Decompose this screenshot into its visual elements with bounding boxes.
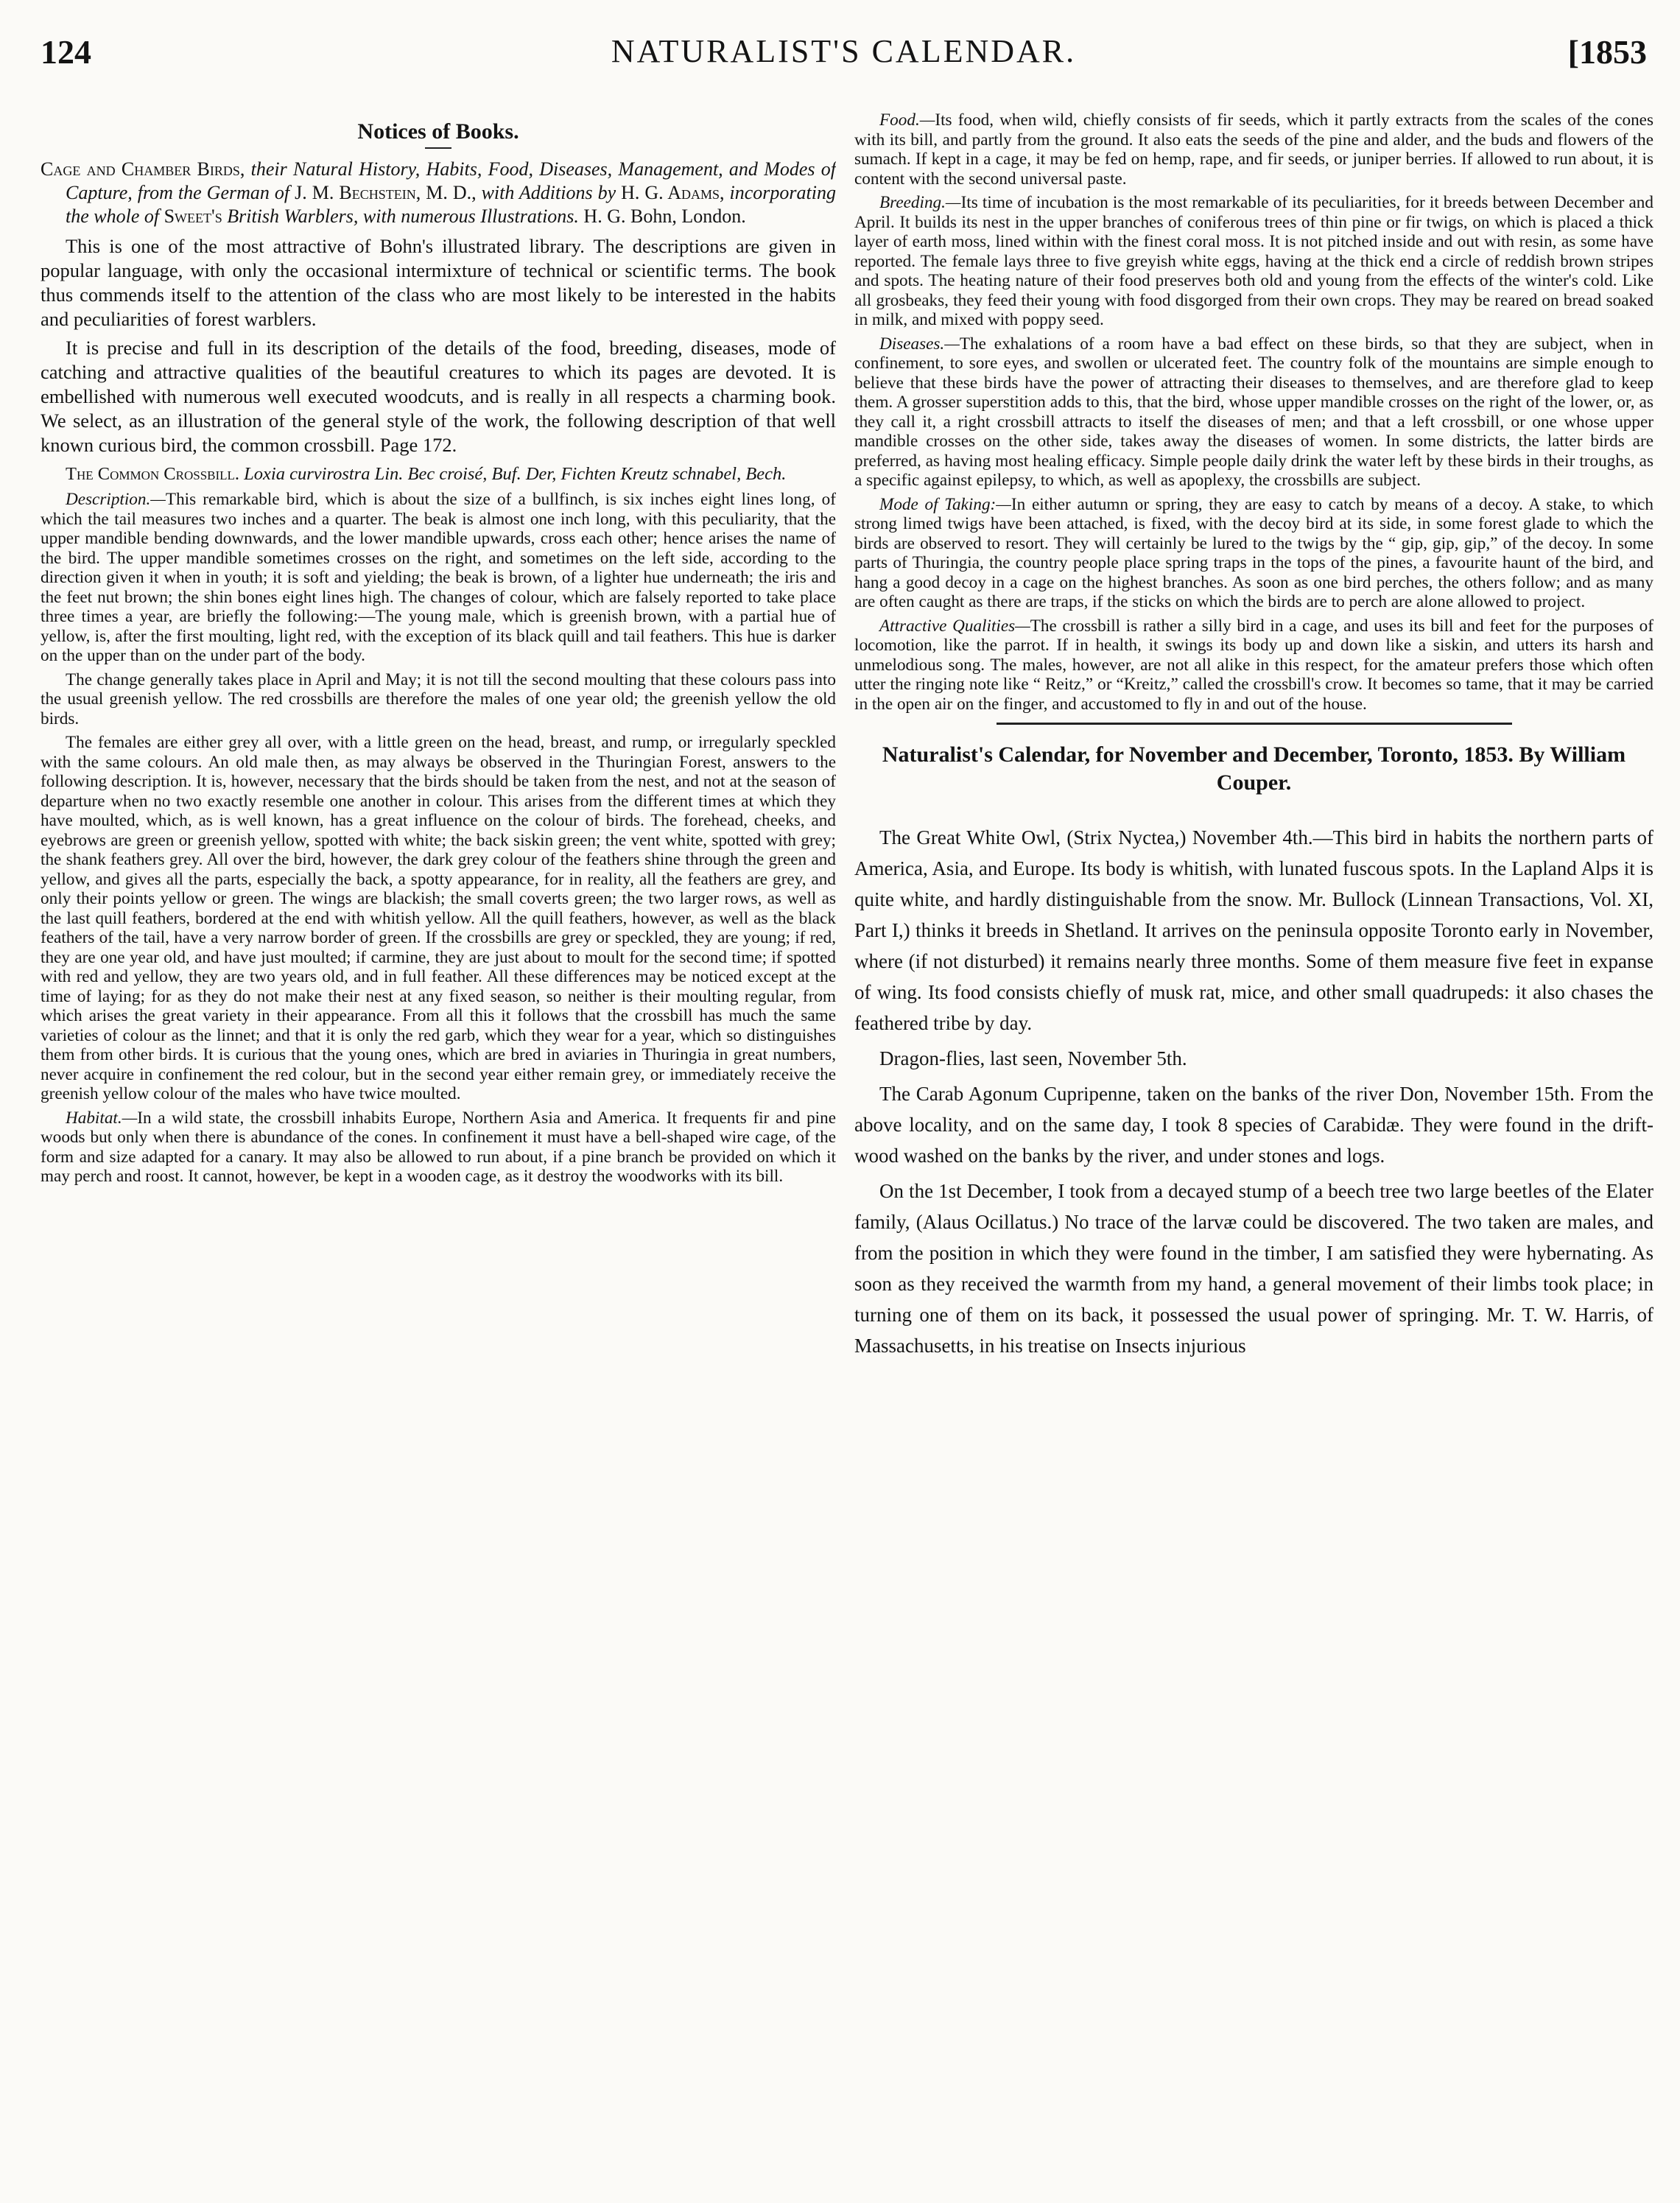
paragraph bbox=[854, 495, 1653, 612]
page-header bbox=[41, 32, 1647, 91]
paragraph bbox=[854, 110, 1653, 189]
book-citation bbox=[41, 158, 836, 228]
paragraph-text: The exhalations of a room have a bad effect on these birds, so that they are subject, when in confinement, to sore eyes, and swollen or ulcerated feet. The country folk of the mountains are simple enough to believe that these birds have the power of attracting their diseases to themselves, and are therefore glad to keep them. A grosser superstition adds to this, that the bird, whose upper mandible crosses on the right of the lower, or, as they call it, a right crossbill attracts to itself the diseases of men; and that a left crossbill, or one whose upper mandible crosses on the other side, takes away the diseases of women. In some districts, the latter birds are preferred, as having most healing efficacy. Simple people daily drink the water left by these birds in their troughs, as a specific against epilepsy, to which, as well as apoplexy, the crossbills are subject. bbox=[854, 334, 1653, 490]
paragraph-text: This remarkable bird, which is about the size of a bullfinch, is six inches eight lines long, of which the tail measures two inches and a quarter. The beak is almost one inch long, with this peculiarity, that the upper mandible bending downwards, and the lower mandible upwards, cross each other; hence arises the name of the bird. The upper mandible sometimes crosses on the right, and sometimes on the left side, according to the direction given it when in youth; it is soft and yielding; the beak is brown, of a lighter hue underneath; the iris and the feet nut brown; the shin bones eight lines high. The changes of colour, which are falsely reported to take place three times a year, are briefly the following:—The young male, which is greenish brown, with a partial hue of yellow, is, after the first moulting, light red, with the exception of its black quill and tail feathers. This hue is darker on the upper than on the under part of the body. bbox=[41, 490, 836, 665]
book-desc-4: British Warblers, with numerous Illustrations. bbox=[227, 205, 579, 227]
right-column bbox=[854, 110, 1653, 2143]
paragraph-text: Dragon-flies, last seen, November 5th. bbox=[879, 1047, 1187, 1069]
paragraph bbox=[854, 616, 1653, 714]
paragraph-label: Mode of Taking:— bbox=[879, 494, 1011, 514]
species-name: The Common Crossbill. bbox=[66, 464, 240, 484]
paragraph-label: Breeding.— bbox=[879, 193, 961, 212]
paragraph bbox=[854, 822, 1653, 1039]
intro-paragraphs bbox=[41, 234, 836, 457]
paragraph-text: The females are either grey all over, with a little green on the head, breast, and rump, or irregularly speckled with the same colours. An old male then, as may always be observed in the Thuringian Forest, answers to the following description. It is, however, necessary that the birds should be taken from the nest, and not at the season of departure when no two exactly resemble one another in colour. This arises from the different times at which they have moulted, which, as is well known, has a great influence on the colour of birds. The forehead, cheeks, and eyebrows are green or greenish yellow, spotted with white; the back siskin green; the vent white, spotted with grey; the shank feathers grey. All over the bird, however, the dark grey colour of the feathers shine through the green and yellow, and gives all the parts, especially the back, a spotty appearance, for in reality, all the feathers are grey, and only their points yellow or green. The wings are blackish; the small coverts green; the two larger rows, as well as the last quill feathers, bordered at the end with whitish yellow. All the quill feathers, however, as well as the black feathers of the tail, have a very narrow border of green. If the crossbills are grey or speckled, they are young; if red, they are one year old, and have just moulted; if carmine, they are just about to moult for the second time; if spotted with red and yellow, they are two years old, and in full feather. All these differences may be noticed except at the time of laying; for as they do not make their nest at any fixed season, so neither is their moulting regular, from which arises the great variety in their appearance. From all this it follows that the crossbill has much the same varieties of colour as the linnet; and that it is only the red garb, which they wear for a year, which so distinguishes them from other birds. It is curious that the young ones, which are bred in aviaries in Thuringia in great numbers, never acquire in confinement the red colour, but in the second year either remain grey, or immediately receive the greenish yellow colour of the males who have twice moulted. bbox=[41, 733, 836, 1103]
paragraph-text: The Great White Owl, (Strix Nyctea,) November 4th.—This bird in habits the northern parts of America, Asia, and Europe. Its body is whitish, with lunated fuscous spots. In the Lapland Alps it is quite white, and hardly distinguishable from the snow. Mr. Bullock (Linnean Transactions, Vol. XI, Part I,) thinks it breeds in Shetland. It arrives on the peninsula opposite Toronto early in November, where (if not disturbed) it remains nearly three months. Some of them measure five feet in expanse of wing. Its food consists chiefly of musk rat, mice, and other small quadrupeds: it also chases the feathered tribe by day. bbox=[854, 826, 1653, 1034]
paragraph bbox=[854, 1043, 1653, 1074]
left-column bbox=[41, 110, 836, 2143]
paragraph-label: Diseases.— bbox=[879, 334, 960, 354]
paragraph bbox=[854, 1176, 1653, 1361]
calendar-paragraphs bbox=[854, 822, 1653, 1361]
paragraph-text: In either autumn or spring, they are easy to catch by means of a decoy. A stake, to which strong limed twigs have been attached, is fixed, with the decoy bird at its side, in some forest glade to which the birds are observed to resort. They will certainly be lured to the twigs by the “ gip, gip, gip,” of the decoy. In some parts of Thuringia, the country people place spring traps in the tops of the pines, a favourite haunt of the bird, and hang a good decoy in a cage on the highest branches. As soon as one bird perches, the others follow; and as many are often caught as there are traps, if the sticks on which the birds are to perch are alone allowed to project. bbox=[854, 494, 1653, 611]
species-line bbox=[41, 463, 836, 485]
book-desc-3: incorporating the whole of bbox=[66, 182, 836, 227]
book-sweet: Sweet's bbox=[164, 205, 222, 227]
book-editor: H. G. Adams, bbox=[621, 182, 725, 203]
page-number: 124 bbox=[41, 33, 91, 71]
description-paragraphs bbox=[41, 490, 836, 1187]
book-desc-1: their Natural History, Habits, Food, Diseases, Management, and Modes of Capture, from the German of bbox=[66, 158, 836, 203]
species-latin: Loxia curvirostra Lin. Bec croisé, Buf. Der, Fichten Kreutz schnabel, Bech. bbox=[244, 464, 787, 484]
paragraph-label: Food.— bbox=[879, 110, 935, 130]
paragraph-label: Habitat.— bbox=[66, 1108, 138, 1128]
paragraph bbox=[41, 234, 836, 331]
paragraph-label: Description.— bbox=[66, 490, 166, 509]
book-publisher: H. G. Bohn, London. bbox=[583, 205, 746, 227]
paragraph-text: The crossbill is rather a silly bird in a cage, and uses its bill and feet for the purposes of locomotion, like the parrot. If in health, it swings its body up and down like a siskin, and utters its harsh and unmelodious song. The males, however, are not all alike in this respect, for the amateur prefers those which often utter the ringing note like “ Reitz,” or “Kreitz,” called the crossbill's crow. It becomes so tame, that it may be carried in the open air on the finger, and accustomed to fly in and out of the house. bbox=[854, 616, 1653, 714]
paragraph-text: In a wild state, the crossbill inhabits Europe, Northern Asia and America. It frequents fir and pine woods but only when there is abundance of the cones. In confinement it must have a bell-shaped wire cage, of the form and size adapted for a canary. It may also be allowed to run about, if a pine branch be provided on which it may perch and roost. It cannot, however, be kept in a wooden cage, as it destroy the woodworks with its bill. bbox=[41, 1108, 836, 1186]
running-title: NATURALIST'S CALENDAR. bbox=[611, 33, 1077, 69]
paragraph bbox=[41, 490, 836, 666]
paragraph bbox=[854, 193, 1653, 330]
calendar-heading: Naturalist's Calendar, for November and December, Toronto, 1853. By William Couper. bbox=[882, 742, 1626, 795]
paragraph bbox=[41, 336, 836, 457]
book-author: J. M. Bechstein, M. D., bbox=[295, 182, 477, 203]
paragraph-text: On the 1st December, I took from a decayed stump of a beech tree two large beetles of the Elater family, (Alaus Ocillatus.) No trace of the larvæ could be discovered. The two taken are males, and from the position in which they were found in the timber, I am satisfied they were hybernating. As soon as they received the warmth from my hand, a general movement of their limbs took place; in turning one of them on its back, it possessed the usual power of springing. Mr. T. W. Harris, of Massachusetts, in his treatise on Insects injurious bbox=[854, 1180, 1653, 1357]
paragraph-text: Its time of incubation is the most remarkable of its peculiarities, for it breeds between December and April. It builds its nest in the upper branches of coniferous trees of thin pine or fir twigs, on which is placed a thick layer of earth moss, lined within with the finest coral moss. It is not pitched inside and out with resin, as some have reported. The female lays three to five greyish white eggs, having at the thick end a circle of reddish brown stripes and spots. The heating nature of their food preserves both old and young from the effects of the winter's cold. Like all grosbeaks, they feed their young with food disgorged from their own crops. They may be reared on bread soaked in milk, and mixed with poppy seed. bbox=[854, 193, 1653, 329]
book-extract-paragraphs bbox=[854, 110, 1653, 714]
paragraph-label: Attractive Qualities— bbox=[879, 616, 1030, 636]
paragraph-text: The change generally takes place in April and May; it is not till the second moulting that these colours pass into the usual greenish yellow. The red crossbills are therefore the males of one year old; the greenish yellow the old birds. bbox=[41, 670, 836, 728]
page-year: [1853 bbox=[1567, 33, 1647, 71]
paragraph-text: This is one of the most attractive of Bohn's illustrated library. The descriptions are given in popular language, with only the occasional intermixture of technical or scientific terms. The book thus commends itself to the attention of the class who are most likely to be interested in the habits and peculiarities of forest warblers. bbox=[41, 235, 836, 330]
paragraph bbox=[854, 1078, 1653, 1171]
paragraph bbox=[41, 1108, 836, 1187]
paragraph bbox=[854, 334, 1653, 491]
paragraph bbox=[41, 670, 836, 729]
notices-heading: Notices of Books. bbox=[357, 119, 519, 144]
section-rule bbox=[997, 723, 1512, 725]
book-title: Cage and Chamber Birds, bbox=[41, 158, 245, 180]
paragraph-text: The Carab Agonum Cupripenne, taken on the banks of the river Don, November 15th. From the above locality, and on the same day, I took 8 species of Carabidæ. They were found in the drift-wood washed on the banks by the river, and under stones and logs. bbox=[854, 1083, 1653, 1167]
book-desc-2: with Additions by bbox=[481, 182, 616, 203]
paragraph-text: It is precise and full in its description of the details of the food, breeding, diseases, mode of catching and attractive qualities of the beautiful creatures to which its pages are devoted. It is embellished with numerous well executed woodcuts, and is really in all respects a charming book. We select, as an illustration of the general style of the work, the following description of that well known curious bird, the common crossbill. Page 172. bbox=[41, 337, 836, 456]
paragraph bbox=[41, 733, 836, 1104]
paragraph-text: Its food, when wild, chiefly consists of fir seeds, which it partly extracts from the scales of the cones with its bill, and partly from the ground. It also eats the seeds of the pine and alder, and the buds and flowers of the sumach. If kept in a cage, it may be fed on hemp, rape, and fir seeds, or juniper berries. If allowed to run about, it is content with the second universal paste. bbox=[854, 110, 1653, 189]
heading-rule bbox=[425, 147, 451, 149]
